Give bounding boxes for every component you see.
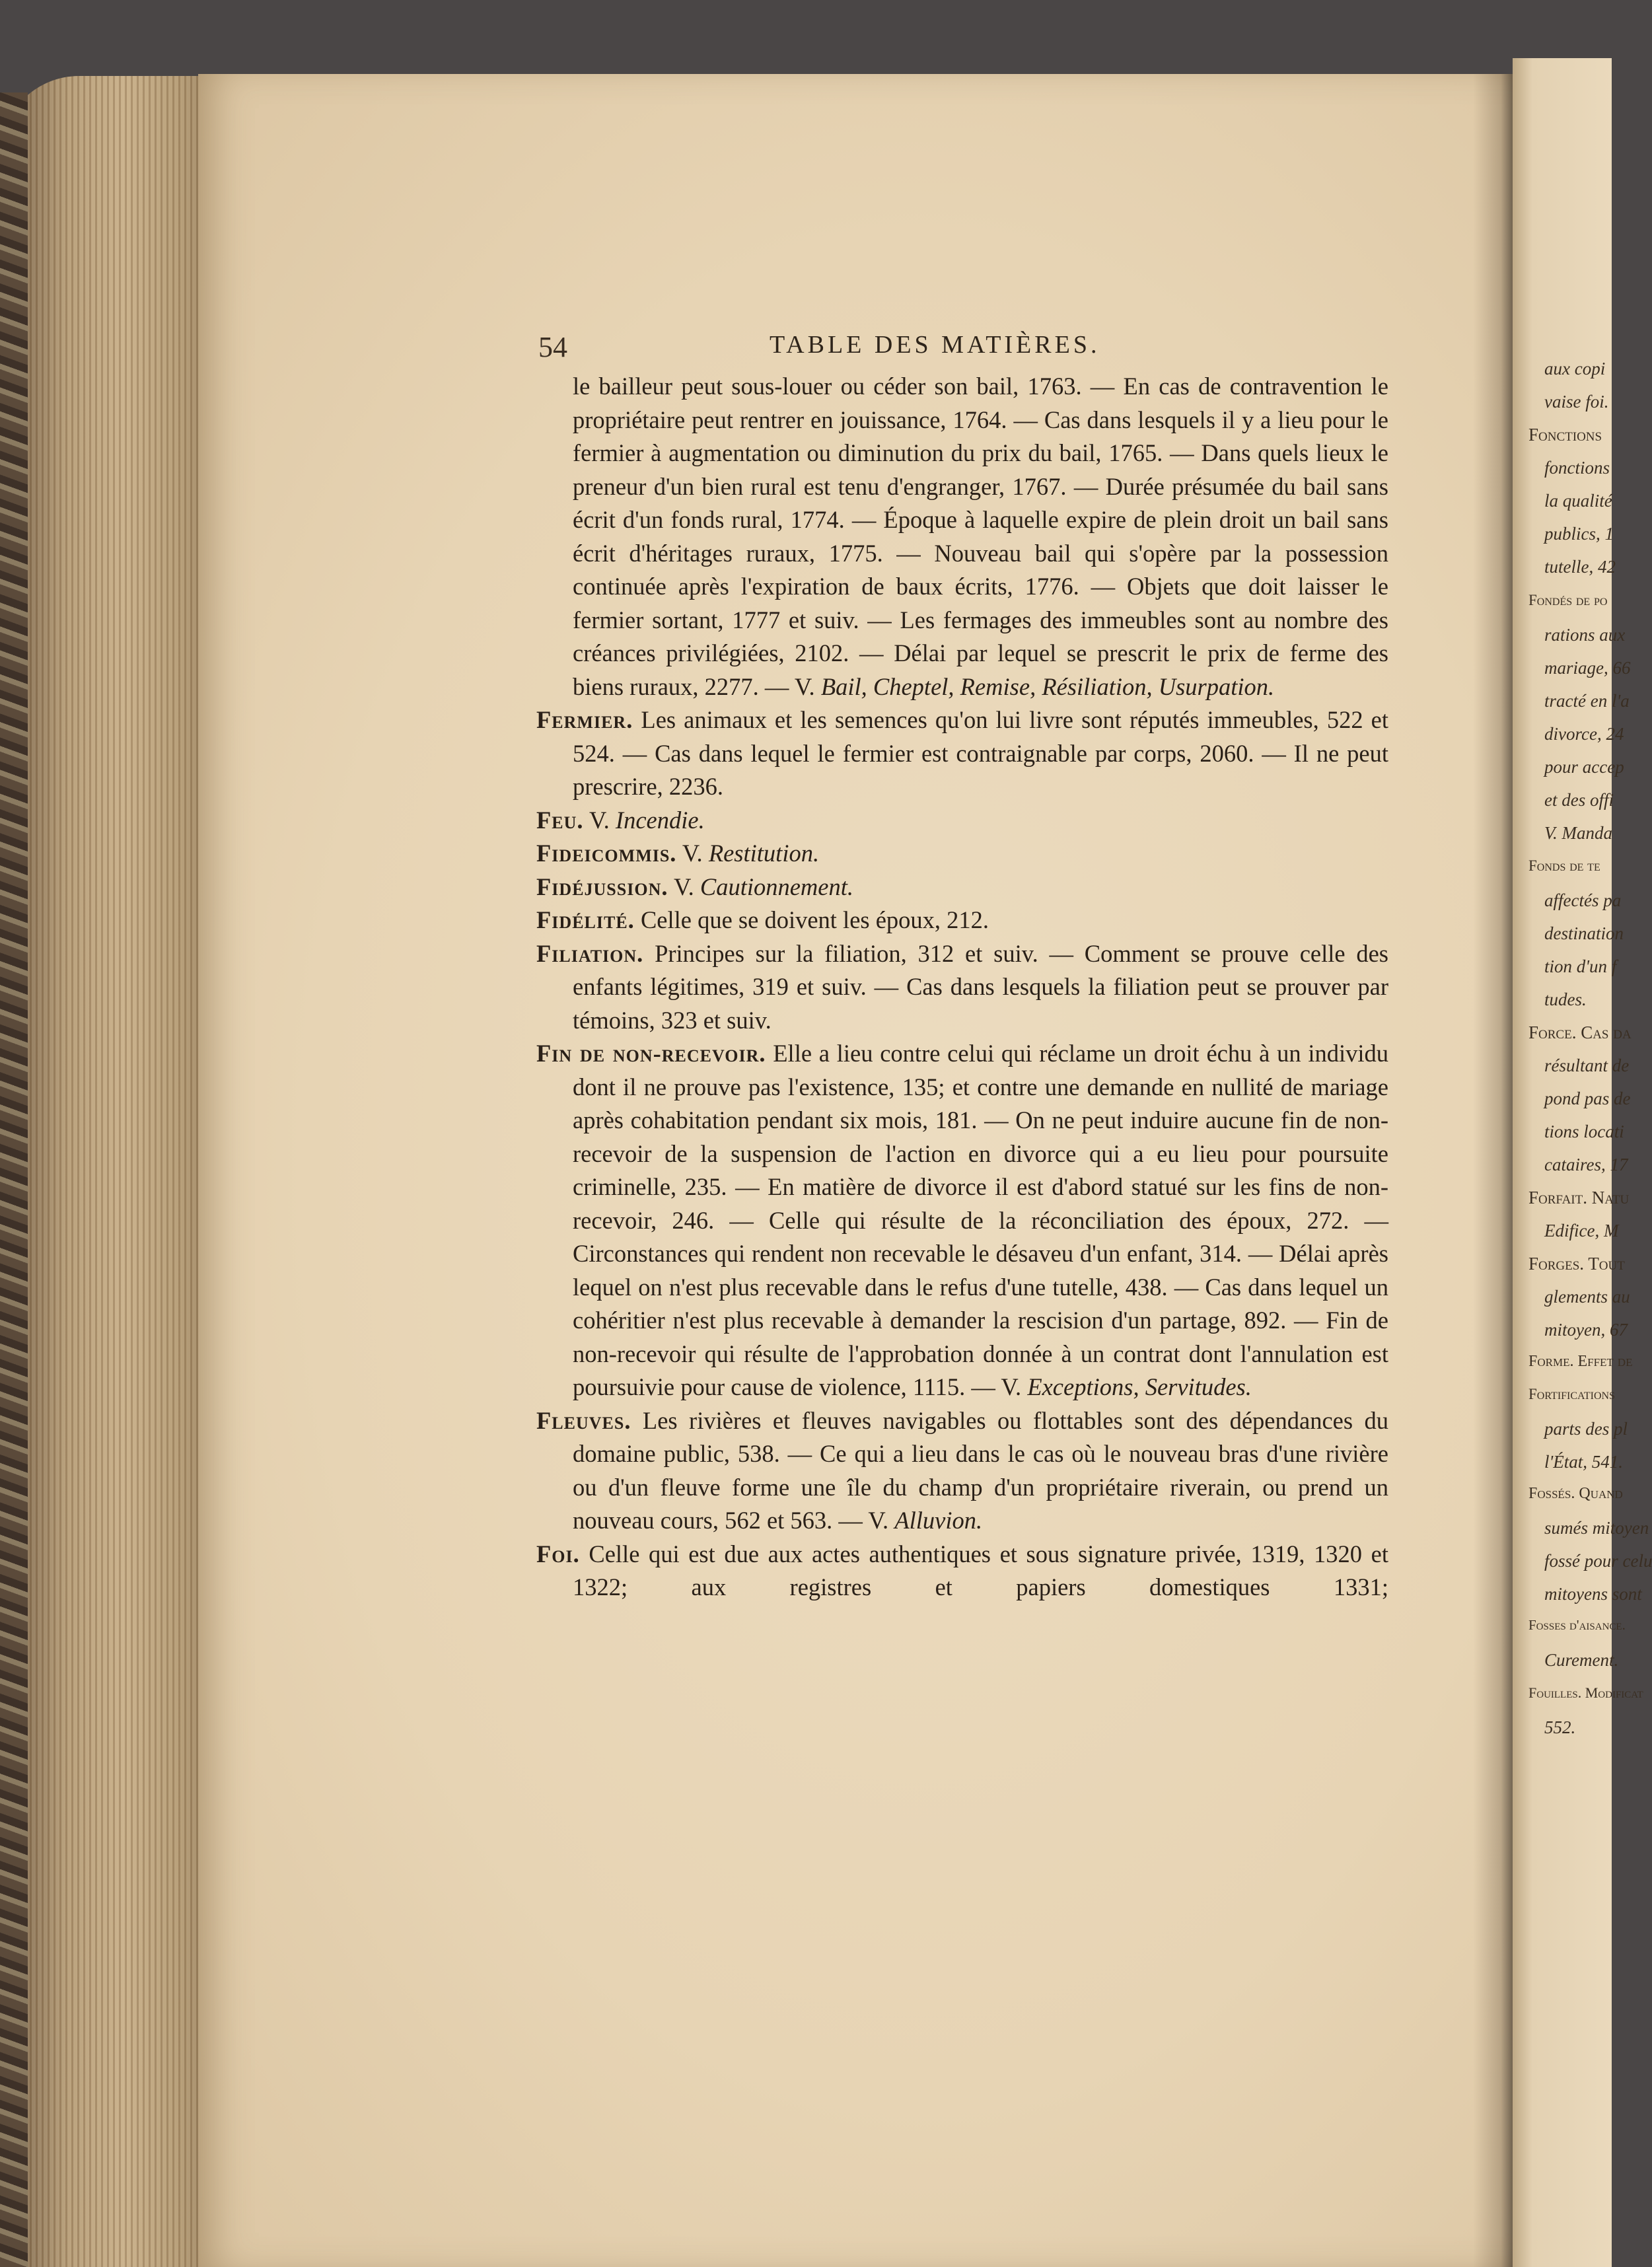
continued-entry-ref: Bail, Cheptel, Remise, Résiliation, Usurpation. <box>820 672 1275 700</box>
facing-line: mitoyens sont <box>1544 1584 1642 1604</box>
facing-line: la qualité <box>1544 491 1612 511</box>
facing-line: tion d'un f <box>1544 956 1617 976</box>
facing-line: Fortifications <box>1528 1386 1615 1402</box>
facing-line: aux copi <box>1544 359 1606 378</box>
facing-line: fossé pour celu <box>1544 1551 1652 1571</box>
entry-text: Principes sur la filiation, 312 et suiv. — Comment se prouve celle des enfants légitimes, 319 et suiv. — Cas dans lesquels la filiation peut se prouver par témoins, 323 et suiv. <box>573 939 1388 1034</box>
index-entry-fidelite <box>536 904 1388 937</box>
entry-heading: Fin de non-recevoir. <box>536 1040 766 1067</box>
continued-entry-text: le bailleur peut sous-louer ou céder son bail, 1763. — En cas de contravention le propriétaire peut rentrer en jouissance, 1764. — Cas dans lesquels il y a lieu pour le fermier à augmentation ou diminution du prix du bail, 1765. — Dans quels lieux le preneur d'un bien rural est tenu d'engranger, 1767. — Durée présumée du bail sans écrit d'un fonds rural, 1774. — Époque à laquelle expire de plein droit un bail sans écrit d'héritages ruraux, 1775. — Nouveau bail qui s'opère par la possession continuée après l'expiration de baux écrits, 1776. — Objets que doit laisser le fermier sortant, 1777 et suiv. — Les fermages des immeubles sont au nombre des créances privilégiées, 2102. — Délai par lequel se prescrit le prix de ferme des biens ruraux, 2277. — <box>573 373 1388 700</box>
facing-line: l'État, 541. <box>1544 1452 1624 1472</box>
continued-entry-ref-prefix: V. <box>794 672 821 700</box>
index-text <box>536 370 1388 1604</box>
entry-text: Celle qui est due aux actes authentiques et sous signature privée, 1319, 1320 et 1322; aux registres et papiers domestiques 1331; <box>573 1540 1388 1601</box>
facing-line: destination <box>1544 923 1624 943</box>
facing-line: Fossés. Quand <box>1528 1485 1623 1502</box>
facing-line: fonctions <box>1544 458 1610 478</box>
index-entry-fleuves <box>536 1404 1388 1538</box>
entry-ref: Incendie. <box>615 806 705 834</box>
facing-line: Force. Cas da <box>1528 1023 1632 1042</box>
entry-ref: Cautionnement. <box>700 873 854 900</box>
entry-ref-prefix: V. <box>583 806 616 834</box>
entry-heading: Fidélité. <box>536 906 635 933</box>
facing-line: parts des pl <box>1544 1419 1628 1439</box>
facing-line: tudes. <box>1544 990 1587 1009</box>
facing-line: pond pas de <box>1544 1089 1631 1108</box>
facing-page <box>1513 58 1652 2267</box>
facing-line: divorce, 24 <box>1544 724 1624 744</box>
facing-line: Fonctions <box>1528 425 1602 445</box>
entry-ref: Exceptions, Servitudes. <box>1027 1373 1252 1400</box>
index-entry-fideicommis <box>536 837 1388 871</box>
facing-line: sumés mitoyen <box>1544 1518 1649 1538</box>
entry-ref-prefix: V. <box>862 1507 895 1534</box>
facing-line: Forfait. Natu <box>1528 1188 1630 1207</box>
index-entry-fermier <box>536 703 1388 804</box>
entry-heading: Fidéjussion. <box>536 873 668 900</box>
facing-line: et des offi <box>1544 790 1614 810</box>
facing-line: Fosses d'aisance. <box>1528 1617 1626 1633</box>
continued-entry <box>536 370 1388 703</box>
index-entry-fidejussion <box>536 871 1388 904</box>
facing-line: Fonds de te <box>1528 857 1600 874</box>
running-title: TABLE DES MATIÈRES. <box>770 331 1100 359</box>
facing-line: tutelle, 42 <box>1544 557 1616 577</box>
facing-line: Edifice, M <box>1544 1221 1619 1241</box>
entry-heading: Feu. <box>536 806 584 834</box>
facing-line: vaise foi. <box>1544 392 1609 412</box>
facing-line: tracté en l'a <box>1544 691 1630 711</box>
entry-heading: Filiation. <box>536 939 644 967</box>
facing-line: résultant de <box>1544 1056 1630 1075</box>
book-fore-edge <box>0 76 225 2267</box>
facing-line: affectés pa <box>1544 890 1622 910</box>
entry-text: Elle a lieu contre celui qui réclame un droit échu à un individu dont il ne prouve pas l'existence, 135; et contre une demande en nullité de mariage après cohabitation pendant six mois, 181. — On ne peut induire aucune fin de non-recevoir de la suspension de l'action en divorce qui a eu lieu pour poursuite criminelle, 235. — En matière de divorce il est d'abord statué sur les fins de non-recevoir, 246. — Celle qui résulte de la réconciliation des époux, 272. — Circonstances qui rendent non recevable le désaveu d'un enfant, 314. — Délai après lequel on n'est plus recevable dans le refus d'une tutelle, 438. — Cas dans lequel un cohéritier n'est plus recevable à demander la rescision d'un partage, 892. — Fin de non-recevoir qui résulte de l'approbation donnée à un contrat dont l'annulation est poursuivie pour cause de violence, 1115. — <box>573 1040 1388 1400</box>
facing-line: Curement. <box>1544 1650 1619 1670</box>
facing-line: tions locati <box>1544 1122 1624 1141</box>
entry-ref-prefix: V. <box>995 1373 1028 1400</box>
facing-line: 552. <box>1544 1717 1576 1737</box>
gutter-shadow <box>1473 74 1513 2267</box>
index-entry-feu <box>536 804 1388 838</box>
entry-heading: Fideicommis. <box>536 840 677 867</box>
facing-line: cataires, 17 <box>1544 1155 1628 1174</box>
facing-line: glements au <box>1544 1287 1630 1307</box>
facing-line: mitoyen, 67 <box>1544 1320 1628 1340</box>
facing-line: Forges. Tout <box>1528 1254 1625 1274</box>
facing-line: pour accep <box>1544 757 1624 777</box>
entry-ref-prefix: V. <box>668 873 700 900</box>
facing-line: Fondés de po <box>1528 592 1608 608</box>
facing-line: Forme. Effet de <box>1528 1353 1633 1370</box>
entry-heading: Fermier. <box>536 706 633 733</box>
facing-line: mariage, 66 <box>1544 658 1631 678</box>
facing-line: rations aux <box>1544 625 1626 645</box>
entry-heading: Foi. <box>536 1540 580 1567</box>
marbled-cover <box>0 92 28 2267</box>
facing-line: V. Manda <box>1544 823 1613 843</box>
entry-heading: Fleuves. <box>536 1406 631 1434</box>
entry-text: Les rivières et fleuves navigables ou flottables sont des dépendances du domaine public, 538. — Ce qui a lieu dans le cas où le nouveau bras d'une rivière ou d'un fleuve forme une île du champ d'un propriétaire riverain, ou prend un nouveau cours, 562 et 563. — <box>573 1406 1388 1534</box>
index-entry-fin-de-non-recevoir <box>536 1037 1388 1404</box>
index-entry-filiation <box>536 937 1388 1038</box>
entry-ref: Restitution. <box>708 840 820 867</box>
entry-text: Les animaux et les semences qu'on lui livre sont réputés immeubles, 522 et 524. — Cas dans lequel le fermier est contraignable par corps, 2060. — Il ne peut prescrire, 2236. <box>573 706 1388 800</box>
entry-ref-prefix: V. <box>676 840 709 867</box>
page-number: 54 <box>538 331 567 363</box>
index-entry-foi <box>536 1538 1388 1604</box>
entry-ref: Alluvion. <box>894 1507 983 1534</box>
facing-line: Fouilles. Modificat <box>1528 1684 1643 1701</box>
facing-line: publics, 1 <box>1544 524 1614 544</box>
entry-text: Celle que se doivent les époux, 212. <box>634 906 989 933</box>
